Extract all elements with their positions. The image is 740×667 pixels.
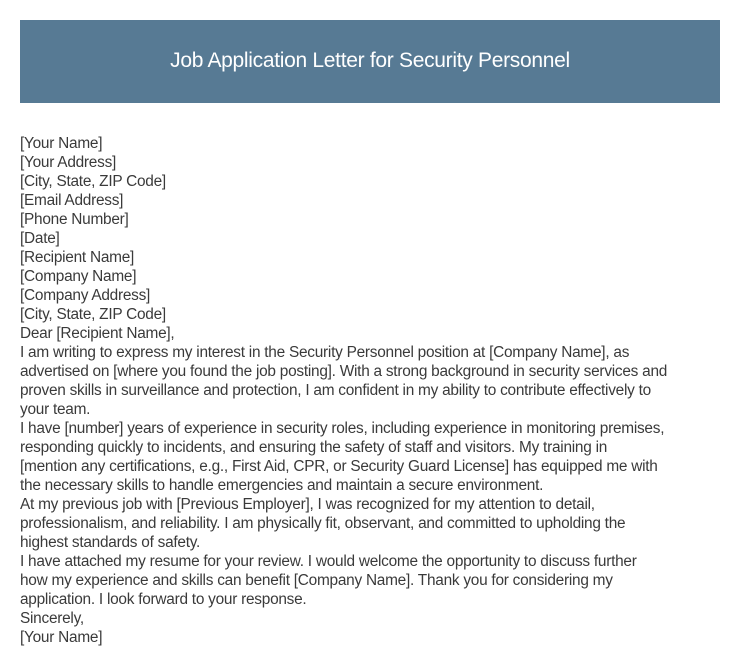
title-banner (20, 20, 720, 103)
letter-body (20, 134, 720, 647)
sender-name: [Your Name] (20, 135, 103, 152)
paragraph-line: highest standards of safety. (20, 534, 201, 551)
page-title: Job Application Letter for Security Personnel (170, 48, 570, 72)
paragraph-line: the necessary skills to handle emergencies and maintain a secure environment. (20, 477, 544, 494)
paragraph-line: At my previous job with [Previous Employer], I was recognized for my attention to detail, (20, 496, 595, 513)
paragraph-line: how my experience and skills can benefit [Company Name]. Thank you for considering my (20, 572, 613, 589)
sender-address: [Your Address] (20, 154, 117, 171)
paragraph-line: I have [number] years of experience in security roles, including experience in monitoring premises, (20, 420, 665, 437)
paragraph-line: I have attached my resume for your review. I would welcome the opportunity to discuss further (20, 553, 637, 570)
sender-phone: [Phone Number] (20, 211, 129, 228)
sender-city-state-zip: [City, State, ZIP Code] (20, 173, 166, 190)
paragraph-intro (20, 343, 720, 419)
paragraph-closing-remarks (20, 552, 720, 609)
recipient-name: [Recipient Name] (20, 249, 135, 266)
letter-date: [Date] (20, 230, 60, 247)
paragraph-line: advertised on [where you found the job posting]. With a strong background in security services and (20, 363, 668, 380)
paragraph-previous-job (20, 495, 720, 552)
sender-email: [Email Address] (20, 192, 124, 209)
paragraph-line: professionalism, and reliability. I am physically fit, observant, and committed to upholding the (20, 515, 626, 532)
closing: Sincerely, (20, 610, 84, 627)
paragraph-line: I am writing to express my interest in the Security Personnel position at [Company Name], as (20, 344, 630, 361)
signature: [Your Name] (20, 629, 103, 646)
recipient-company-address: [Company Address] (20, 287, 151, 304)
paragraph-line: responding quickly to incidents, and ensuring the safety of staff and visitors. My training in (20, 439, 608, 456)
recipient-city-state-zip: [City, State, ZIP Code] (20, 306, 166, 323)
paragraph-experience (20, 419, 720, 495)
paragraph-line: [mention any certifications, e.g., First Aid, CPR, or Security Guard License] has equipped me with (20, 458, 658, 475)
paragraph-line: application. I look forward to your response. (20, 591, 307, 608)
paragraph-line: proven skills in surveillance and protection, I am confident in my ability to contribute effectively to (20, 382, 651, 399)
salutation: Dear [Recipient Name], (20, 325, 175, 342)
recipient-company: [Company Name] (20, 268, 137, 285)
paragraph-line: your team. (20, 401, 91, 418)
